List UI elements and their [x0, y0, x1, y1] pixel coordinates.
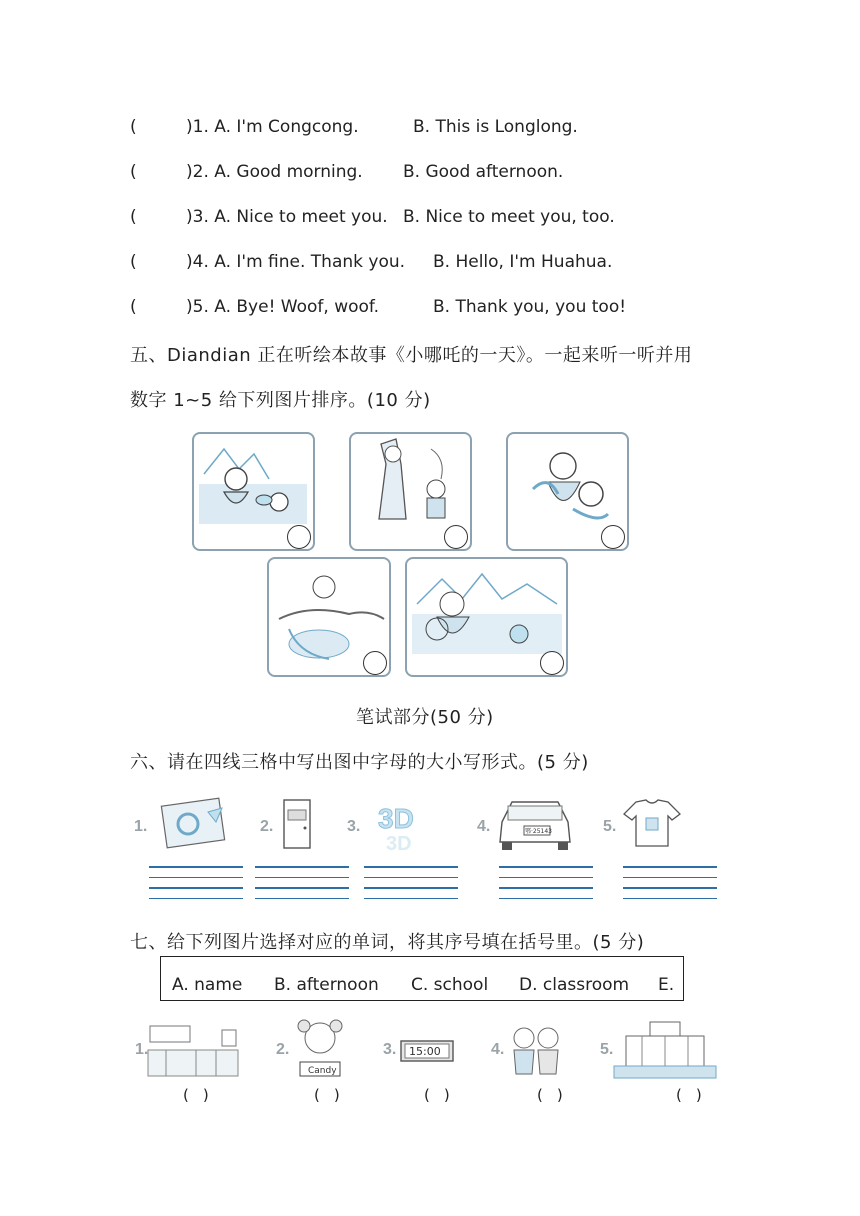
answer-paren-2[interactable]: (): [314, 1086, 354, 1104]
svg-text:15:00: 15:00: [409, 1045, 441, 1058]
door-illustration: [278, 796, 318, 852]
s7-label-1: 1.: [135, 1041, 149, 1058]
s6-label-4: 4.: [477, 818, 491, 835]
story-picture-1: [192, 432, 315, 551]
s6-label-3: 3.: [347, 818, 361, 835]
option-e: E.: [658, 975, 675, 995]
answer-paren-3[interactable]: (): [424, 1086, 464, 1104]
answer-circle[interactable]: [540, 651, 564, 675]
3d-letters-illustration: [372, 792, 434, 856]
two-children-illustration: [504, 1020, 566, 1082]
answer-paren-4[interactable]: (): [537, 1086, 577, 1104]
car-illustration: [494, 796, 576, 854]
s7-label-5: 5.: [600, 1041, 614, 1058]
s6-label-5: 5.: [603, 818, 617, 835]
envelope-letter-illustration: [158, 794, 230, 852]
s7-label-2: 2.: [276, 1041, 290, 1058]
item-5: ( )5. A. Bye! Woof, woof. B. Thank you, you too!: [130, 297, 627, 317]
writing-lines-2[interactable]: [255, 866, 349, 908]
writing-lines-4[interactable]: [499, 866, 593, 908]
classroom-illustration: [146, 1020, 242, 1082]
item-4: ( )4. A. I'm fine. Thank you. B. Hello, I'm Huahua.: [130, 252, 613, 272]
item-2: ( )2. A. Good morning. B. Good afternoon.: [130, 162, 564, 182]
section5-line2: 数字 1~5 给下列图片排序。(10 分): [130, 390, 431, 411]
story-picture-3: [506, 432, 629, 551]
option-c: C. school: [411, 975, 489, 995]
t-shirt-illustration: [620, 796, 684, 850]
story-picture-4: [267, 557, 391, 677]
section5-line1: 五、Diandian 正在听绘本故事《小哪吒的一天》。一起来听一听并用: [130, 345, 693, 366]
item-1: ( )1. A. I'm Congcong. B. This is Longlong.: [130, 117, 578, 137]
s7-label-3: 3.: [383, 1041, 397, 1058]
answer-circle[interactable]: [287, 525, 311, 549]
answer-circle[interactable]: [601, 525, 625, 549]
girl-with-name-sign-illustration: [290, 1016, 350, 1082]
s7-label-4: 4.: [491, 1041, 505, 1058]
writing-lines-5[interactable]: [623, 866, 717, 908]
s6-label-2: 2.: [260, 818, 274, 835]
answer-circle[interactable]: [444, 525, 468, 549]
story-picture-5: [405, 557, 568, 677]
item-3: ( )3. A. Nice to meet you. B. Nice to meet you, too.: [130, 207, 615, 227]
option-a: A. name: [172, 975, 243, 995]
option-b: B. afternoon: [274, 975, 379, 995]
svg-text:3D: 3D: [378, 803, 414, 834]
svg-text:Candy: Candy: [308, 1066, 337, 1076]
written-part-title: 笔试部分(50 分): [356, 707, 494, 728]
writing-lines-1[interactable]: [149, 866, 243, 908]
section6-title: 六、请在四线三格中写出图中字母的大小写形式。(5 分): [130, 752, 589, 773]
answer-circle[interactable]: [363, 651, 387, 675]
section7-title: 七、给下列图片选择对应的单词，将其序号填在括号里。(5 分): [130, 932, 645, 953]
svg-text:3D: 3D: [386, 833, 412, 855]
svg-text:鄂·25143: 鄂·25143: [525, 828, 552, 835]
answer-paren-1[interactable]: (): [183, 1086, 223, 1104]
option-d: D. classroom: [519, 975, 630, 995]
writing-lines-3[interactable]: [364, 866, 458, 908]
clock-display-illustration: [399, 1039, 455, 1063]
story-picture-2: [349, 432, 472, 551]
s6-label-1: 1.: [134, 818, 148, 835]
school-building-illustration: [612, 1018, 718, 1080]
word-bank-box: [160, 956, 684, 1001]
answer-paren-5[interactable]: (): [676, 1086, 716, 1104]
